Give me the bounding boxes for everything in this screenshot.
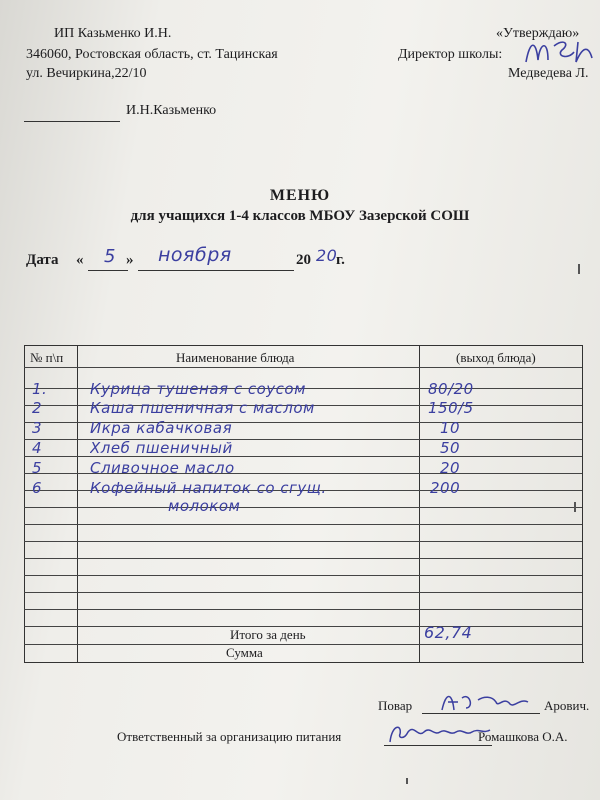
row-3-number: 3 — [32, 420, 43, 436]
address-line-1: 346060, Ростовская область, ст. Тацинская — [26, 47, 278, 62]
responsible-label: Ответственный за организацию питания — [117, 729, 342, 744]
row-line — [24, 592, 582, 593]
sum-value — [428, 645, 578, 661]
table-col-sep-2 — [419, 345, 420, 662]
row-4-number: 4 — [32, 440, 43, 456]
date-year-prefix: 20 — [296, 252, 311, 268]
date-day-underline — [88, 270, 128, 271]
row-1-number: 1. — [32, 381, 48, 397]
header-name: Наименование блюда — [176, 350, 295, 365]
row-line — [24, 575, 582, 576]
row-7-output — [430, 498, 578, 514]
row-4-name: Хлеб пшеничный — [90, 440, 233, 456]
paper-mark — [406, 778, 408, 784]
table-col-sep-1 — [77, 345, 78, 662]
row-line — [24, 558, 582, 559]
row-2-name: Каша пшеничная с маслом — [90, 400, 315, 416]
responsible-signature — [388, 720, 492, 746]
total-label: Итого за день — [230, 627, 306, 642]
row-7-number — [32, 498, 76, 514]
director-name: Медведева Л. — [508, 66, 589, 81]
sum-label: Сумма — [226, 645, 263, 660]
date-month: ноября — [158, 244, 232, 266]
row-1-name: Курица тушеная с соусом — [90, 381, 306, 397]
row-line — [24, 367, 582, 368]
date-quote-close: » — [126, 252, 134, 268]
row-line — [24, 541, 582, 542]
date-year-suffix: 20 — [316, 246, 338, 265]
cook-signature — [440, 690, 532, 714]
row-line — [24, 524, 582, 525]
row-1-output: 80/20 — [428, 381, 474, 397]
header-output: (выход блюда) — [456, 350, 536, 365]
row-7-name: молоком — [168, 498, 241, 514]
date-month-underline — [138, 270, 294, 271]
date-day: 5 — [104, 246, 116, 267]
menu-subheading: для учащихся 1-4 классов МБОУ Зазерской СОШ — [130, 208, 470, 224]
row-line — [24, 456, 582, 457]
row-3-output: 10 — [440, 420, 461, 436]
signature-line — [24, 121, 120, 122]
director-label: Директор школы: — [398, 47, 503, 62]
header-number: № п\п — [30, 350, 64, 365]
row-3-name: Икра кабачковая — [90, 420, 233, 436]
menu-heading: МЕНЮ — [269, 187, 331, 204]
date-label: Дата — [26, 252, 59, 268]
table-right-border — [582, 345, 583, 662]
row-5-number: 5 — [32, 460, 43, 476]
table-bottom-border — [24, 662, 584, 663]
table-top-border — [24, 345, 582, 346]
director-signature — [522, 34, 600, 68]
total-value: 62,74 — [424, 625, 473, 641]
responsible-name: Ромашкова О.А. — [478, 729, 568, 744]
entrepreneur-name: ИП Казьменко И.Н. — [54, 26, 172, 41]
row-6-output: 200 — [430, 480, 461, 496]
address-line-2: ул. Вечиркина,22/10 — [26, 66, 147, 81]
table-left-border — [24, 345, 25, 662]
paper-mark — [574, 502, 576, 512]
date-quote-open: « — [76, 252, 84, 268]
row-4-output: 50 — [440, 440, 461, 456]
paper-mark — [578, 264, 580, 274]
row-5-name: Сливочное масло — [90, 460, 235, 476]
row-6-name: Кофейный напиток со сгущ. — [90, 480, 327, 496]
signature-name: И.Н.Казьменко — [126, 103, 217, 118]
date-year-unit: г. — [336, 252, 345, 268]
row-2-output: 150/5 — [428, 400, 474, 416]
cook-name: Арович. — [544, 698, 590, 713]
approve-label: «Утверждаю» — [496, 26, 580, 41]
cook-label: Повар — [378, 698, 413, 713]
row-6-number: 6 — [32, 480, 43, 496]
row-line — [24, 609, 582, 610]
row-2-number: 2 — [32, 400, 43, 416]
row-5-output: 20 — [440, 460, 461, 476]
